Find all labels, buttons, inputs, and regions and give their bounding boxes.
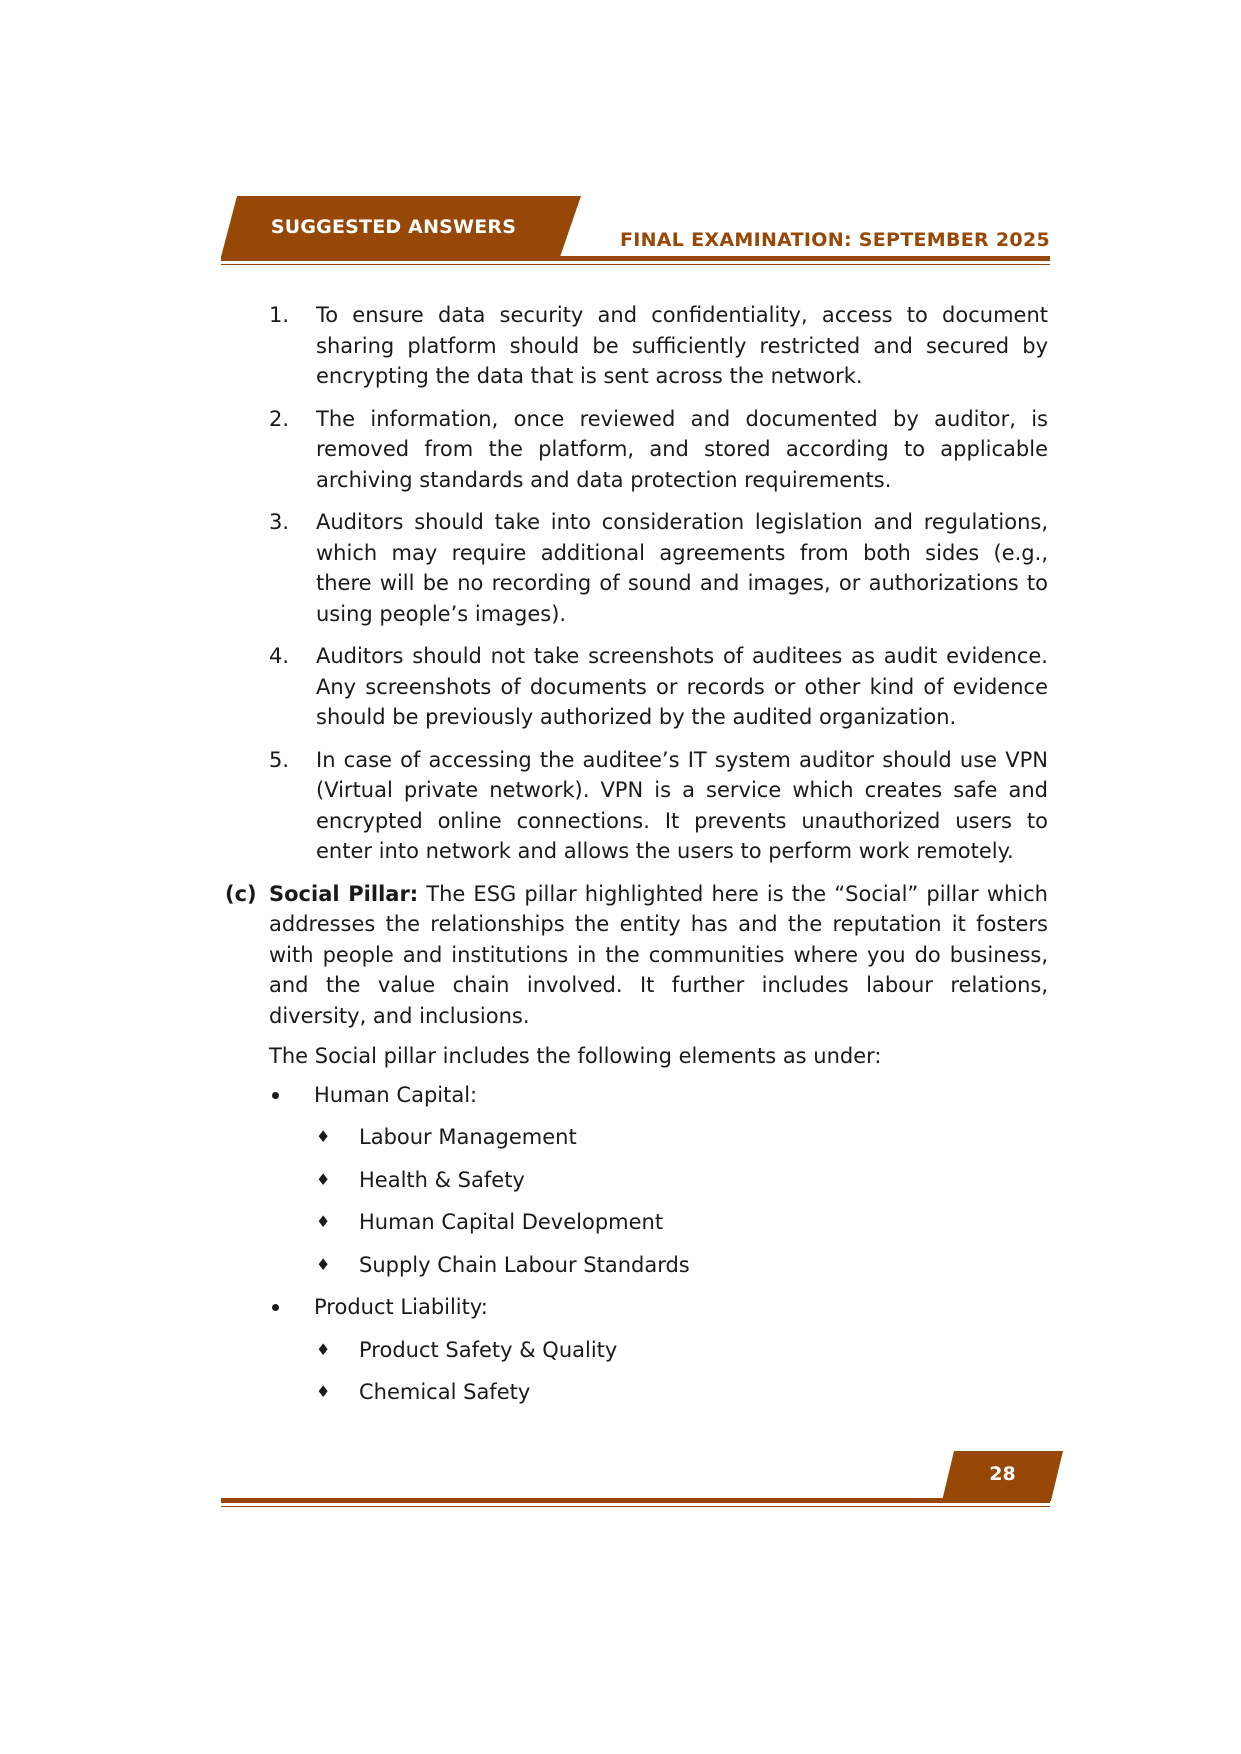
bullet-dot-icon: [272, 1092, 279, 1099]
sub-bullet-item: [225, 1250, 1048, 1281]
section-c: [225, 879, 1048, 1032]
item-number: 5.: [269, 747, 290, 772]
sub-bullet-label: Chemical Safety: [359, 1380, 531, 1404]
section-intro: The Social pillar includes the following elements as under:: [269, 1044, 882, 1068]
page-content: [225, 300, 1048, 1420]
sub-bullet-label: Supply Chain Labour Standards: [359, 1252, 690, 1277]
numbered-item: [225, 745, 1048, 867]
header-right-label: FINAL EXAMINATION: SEPTEMBER 2025: [619, 229, 1050, 251]
numbered-item: [225, 641, 1048, 733]
page-number: 28: [989, 1463, 1016, 1485]
sub-bullet-item: [225, 1122, 1048, 1153]
bullet-label: Human Capital:: [314, 1082, 478, 1107]
numbered-item: [225, 300, 1048, 392]
bullet-label: Product Liability:: [314, 1295, 488, 1319]
diamond-icon: ♦: [316, 1382, 331, 1401]
section-letter: (c): [225, 881, 257, 906]
diamond-icon: ♦: [316, 1127, 331, 1146]
bullet-item: [225, 1292, 1048, 1323]
bullet-item: [225, 1080, 1048, 1111]
item-number: 1.: [269, 303, 290, 327]
footer-rule-thin: [221, 1506, 1050, 1507]
item-text: Auditors should take into consideration legislation and regulations, which may require additional agreements from both sides (e.g., there will be no recording of sound and images, or authorizations to using people’s images).: [316, 510, 1048, 626]
bullet-dot-icon: [272, 1304, 279, 1311]
item-text: In case of accessing the auditee’s IT system auditor should use VPN (Virtual private network). VPN is a service which creates safe and encrypted online connections. It prevents unauthorized users to enter into network and allows the users to perform work remotely.: [316, 747, 1048, 863]
footer-rule: [221, 1498, 1050, 1503]
item-text: The information, once reviewed and documented by auditor, is removed from the platform, and stored according to applicable archiving standards and data protection requirements.: [316, 406, 1048, 492]
sub-bullet-label: Human Capital Development: [359, 1210, 664, 1234]
item-number: 2.: [269, 406, 290, 431]
sub-bullet-item: [225, 1207, 1048, 1238]
diamond-icon: ♦: [316, 1339, 331, 1359]
sub-bullet-label: Product Safety & Quality: [359, 1337, 618, 1362]
numbered-item: [225, 507, 1048, 629]
sub-bullet-item: [225, 1377, 1048, 1408]
header-rule-thin: [221, 264, 1050, 265]
sub-bullet-label: Health & Safety: [359, 1167, 525, 1192]
sub-bullet-item: [225, 1165, 1048, 1196]
item-number: 3.: [269, 510, 290, 534]
header-left-label: SUGGESTED ANSWERS: [270, 216, 517, 238]
item-number: 4.: [269, 644, 290, 668]
diamond-icon: ♦: [316, 1212, 331, 1231]
sub-bullet-label: Labour Management: [359, 1125, 577, 1149]
diamond-icon: ♦: [316, 1254, 331, 1274]
sub-bullet-item: [225, 1335, 1048, 1366]
item-text: Auditors should not take screenshots of auditees as audit evidence. Any screenshots of documents or records or other kind of evidence should be previously authorized by the audited organization.: [316, 644, 1048, 729]
item-text: To ensure data security and confidentiality, access to document sharing platform should be sufficiently restricted and secured by encrypting the data that is sent across the network.: [316, 303, 1048, 388]
section-lead: Social Pillar:: [269, 881, 419, 906]
section-text: The ESG pillar highlighted here is the “Social” pillar which addresses the relationships the entity has and the reputation it fosters with people and institutions in the communities where you do business, and the value chain involved. It further includes labour relations, diversity, and inclusions.: [269, 881, 1048, 1028]
header-rule: [221, 256, 1050, 261]
numbered-item: [225, 404, 1048, 496]
diamond-icon: ♦: [316, 1169, 331, 1189]
